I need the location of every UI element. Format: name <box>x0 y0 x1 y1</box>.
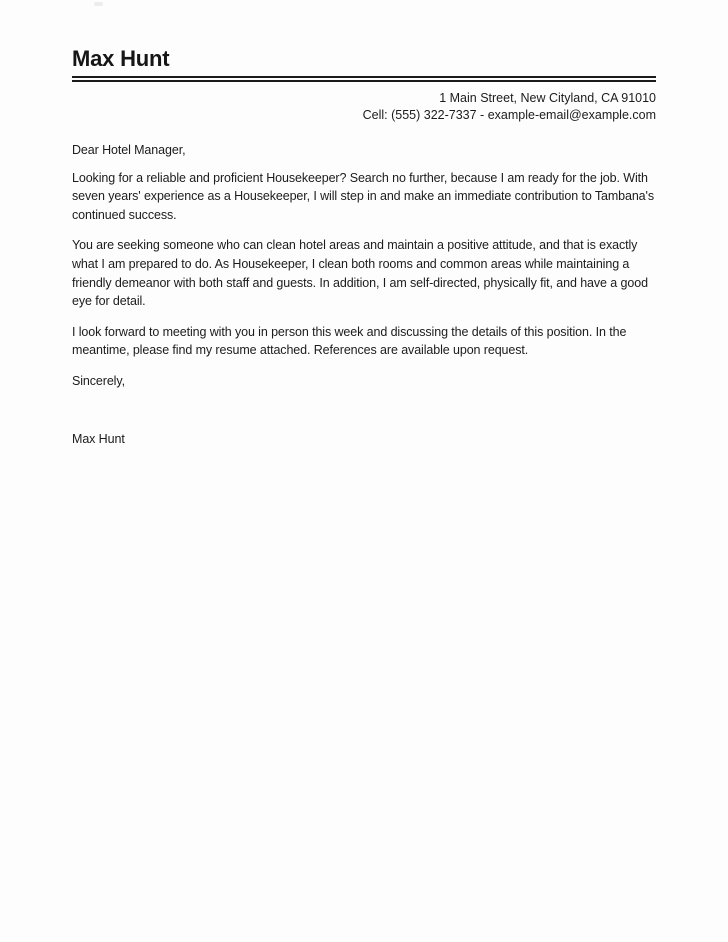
header-divider <box>72 76 656 82</box>
letter-closing: Sincerely, <box>72 373 125 388</box>
letter-greeting: Dear Hotel Manager, <box>72 143 186 157</box>
letter-paragraph: Looking for a reliable and proficient Housekeeper? Search no further, because I am ready for the job. With seven years' experience as a Housekeeper, I will step in and make an immediate contribution to Tambana's continued success. <box>72 170 654 222</box>
scan-artifact <box>94 2 103 6</box>
letter-signature: Max Hunt <box>72 431 125 446</box>
contact-block <box>72 90 656 124</box>
letter-paragraph: You are seeking someone who can clean hotel areas and maintain a positive attitude, and that is exactly what I am prepared to do. As Housekeeper, I clean both rooms and common areas while maintaining a friendly demeanor with both staff and guests. In addition, I am self-directed, physically fit, and have a good eye for detail. <box>72 238 648 309</box>
letter-content <box>72 47 656 448</box>
contact-phone-email: Cell: (555) 322-7337 - example-email@example.com <box>362 108 656 122</box>
letter-body <box>72 141 656 448</box>
sender-name: Max Hunt <box>72 46 170 71</box>
letter-paragraph: I look forward to meeting with you in person this week and discussing the details of this position. In the meantime, please find my resume attached. References are available upon request. <box>72 324 627 358</box>
contact-address: 1 Main Street, New Cityland, CA 91010 <box>439 91 656 105</box>
